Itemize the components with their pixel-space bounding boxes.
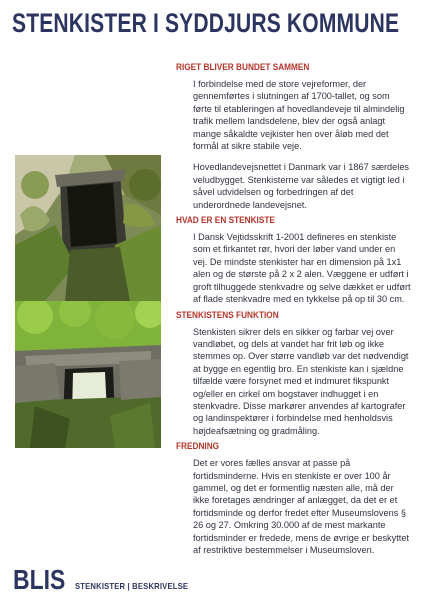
paragraph-function: Stenkisten sikrer dels en sikker og farbar vej over vandløbet, og dels at vandet har frit løb og ikke stemmes op. Over større vandløb var det nødvendigt at bygge en egentlig bro. En stenkiste kan i sjældne tilfælde være forsynet med et indmuret fikspunkt og/eller en cirkel om bogstaver indhugget i en stenkvadre. Disse markører anvendes af kartografer og landinspektører i forbindelse med henholdsvis højdeafsætning og gradmåling. <box>193 326 409 436</box>
page-title: STENKISTER I SYDDJURS KOMMUNE <box>12 8 400 38</box>
section-protection <box>176 441 411 556</box>
section-heading-history: RIGET BLIVER BUNDET SAMMEN <box>176 62 310 73</box>
section-function <box>176 310 411 438</box>
footer-brand: BLIS <box>13 564 66 595</box>
footer-subtitle: STENKISTER | BESKRIVELSE <box>74 581 188 591</box>
section-heading-function: STENKISTENS FUNKTION <box>176 309 279 321</box>
paragraph-history-1: I forbindelse med de store vejreformer, der gennemførtes i slutningen af 1700-tallet, og som førte til etableringen af hovedlandeveje til almindelig trafik mellem landsdelene, blev der også anlagt mange såkaldte vejkister hen over åløb med det formål at sikre stabile veje. <box>193 79 405 152</box>
footer <box>13 560 201 594</box>
section-definition <box>176 215 411 305</box>
paragraph-definition: I Dansk Vejtidsskrift 1-2001 defineres en stenkiste som et firkantet rør, hvori der løber vand under en vej. De mindste stenkister har en dimension på 1x1 alen og de største på 2 x 2 alen. Væggene er udført i groft tilhuggede stenkvadre og selve dækket er udført af flade stenkvadre med en tykkelse på op til 30 cm. <box>193 232 411 305</box>
article-body <box>176 62 411 556</box>
paragraph-history-2: Hovedlandevejsnettet i Danmark var i 1867 særdeles veludbygget. Stenkisterne var således et vigtigt led i såvel udvidelsen og forbedringen af det underordnede landevejsnet. <box>193 162 410 210</box>
stone-culvert-photo-top <box>15 155 161 301</box>
section-heading-definition: HVAD ER EN STENKISTE <box>176 215 275 227</box>
section-heading-protection: FREDNING <box>176 441 220 453</box>
section-history <box>176 62 411 211</box>
stone-culvert-photo-bottom <box>15 301 161 448</box>
paragraph-protection: Det er vores fælles ansvar at passe på fortidsminderne. Hvis en stenkiste er over 100 år gammel, og det er formentlig næsten alle, må der ikke foretages ændringer af anlægget, da det er et fortidsminde og derfor fredet efter Museumslovens § 26 og 27. Omkring 30.000 af de mest markante fortidsminder er fredede, mens de øvrige er beskyttet af restriktive bestemmelser i Museumsloven. <box>193 458 410 555</box>
photo-column <box>15 155 161 448</box>
